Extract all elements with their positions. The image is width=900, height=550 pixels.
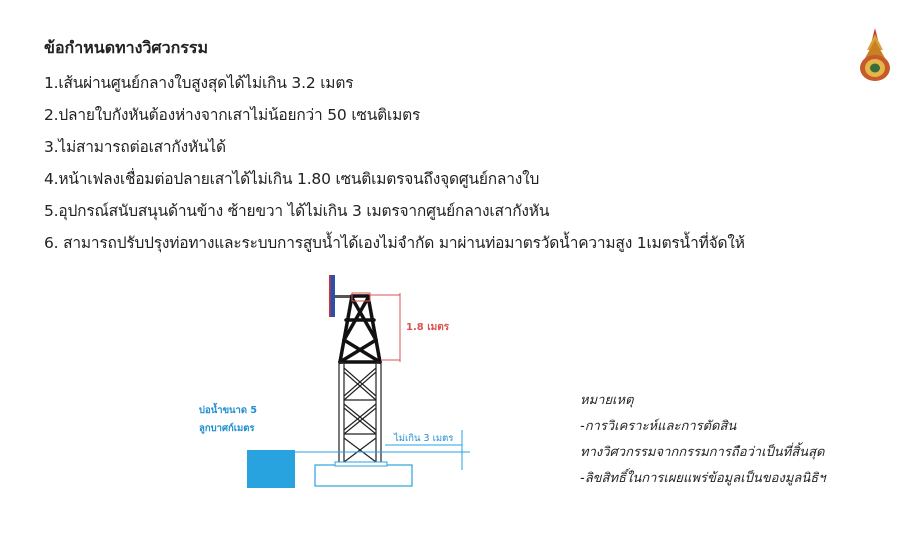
notes-block bbox=[580, 390, 826, 494]
notes-title: หมายเหตุ bbox=[580, 393, 634, 408]
turbine-blade bbox=[330, 275, 335, 317]
notes-line-1: -การวิเคราะห์และการตัดสิน bbox=[580, 419, 737, 434]
height-label: 1.8 เมตร bbox=[406, 322, 450, 333]
tower-upper bbox=[340, 296, 380, 362]
rule-5: 5.อุปกรณ์สนับสนุนด้านข้าง ซ้ายขวา ได้ไม่เกิน 3 เมตรจากศูนย์กลางเสากังหัน bbox=[44, 202, 550, 220]
notes-line-2: ทางวิศวกรรมจากกรรมการถือว่าเป็นที่สิ้นสุด bbox=[580, 445, 825, 460]
rule-4: 4.หน้าเฟลงเชื่อมต่อปลายเสาได้ไม่เกิน 1.80 เซนติเมตรจนถึงจุดศูนย์กลางใบ bbox=[44, 170, 540, 188]
foundation bbox=[315, 465, 412, 486]
rule-1: 1.เส้นผ่านศูนย์กลางใบสูงสุดได้ไม่เกิน 3.2 เมตร bbox=[44, 74, 354, 92]
rule-3: 3.ไม่สามารถต่อเสากังหันได้ bbox=[44, 138, 226, 156]
water-tank bbox=[247, 450, 295, 488]
notes-line-3: -ลิขสิทธิ์ในการเผยแพร่ข้อมูลเป็นของมูลนิธิฯ bbox=[580, 471, 826, 486]
distance-label: ไม่เกิน 3 เมตร bbox=[394, 433, 454, 444]
page-title: ข้อกำหนดทางวิศวกรรม bbox=[44, 38, 208, 57]
pond-label-line2: ลูกบาศก์เมตร bbox=[199, 423, 255, 434]
rule-2: 2.ปลายใบกังหันต้องห่างจากเสาไม่น้อยกว่า 50 เซนติเมตร bbox=[44, 106, 421, 124]
pond-label-line1: บ่อน้ำขนาด 5 bbox=[199, 405, 257, 416]
tower-lower bbox=[339, 362, 381, 465]
rule-6: 6. สามารถปรับปรุงท่อทางและระบบการสูบน้ำได้เองไม่จำกัด มาผ่านท่อมาตรวัดน้ำความสูง 1เมตรน้ำที่จัดให้ bbox=[44, 234, 745, 252]
